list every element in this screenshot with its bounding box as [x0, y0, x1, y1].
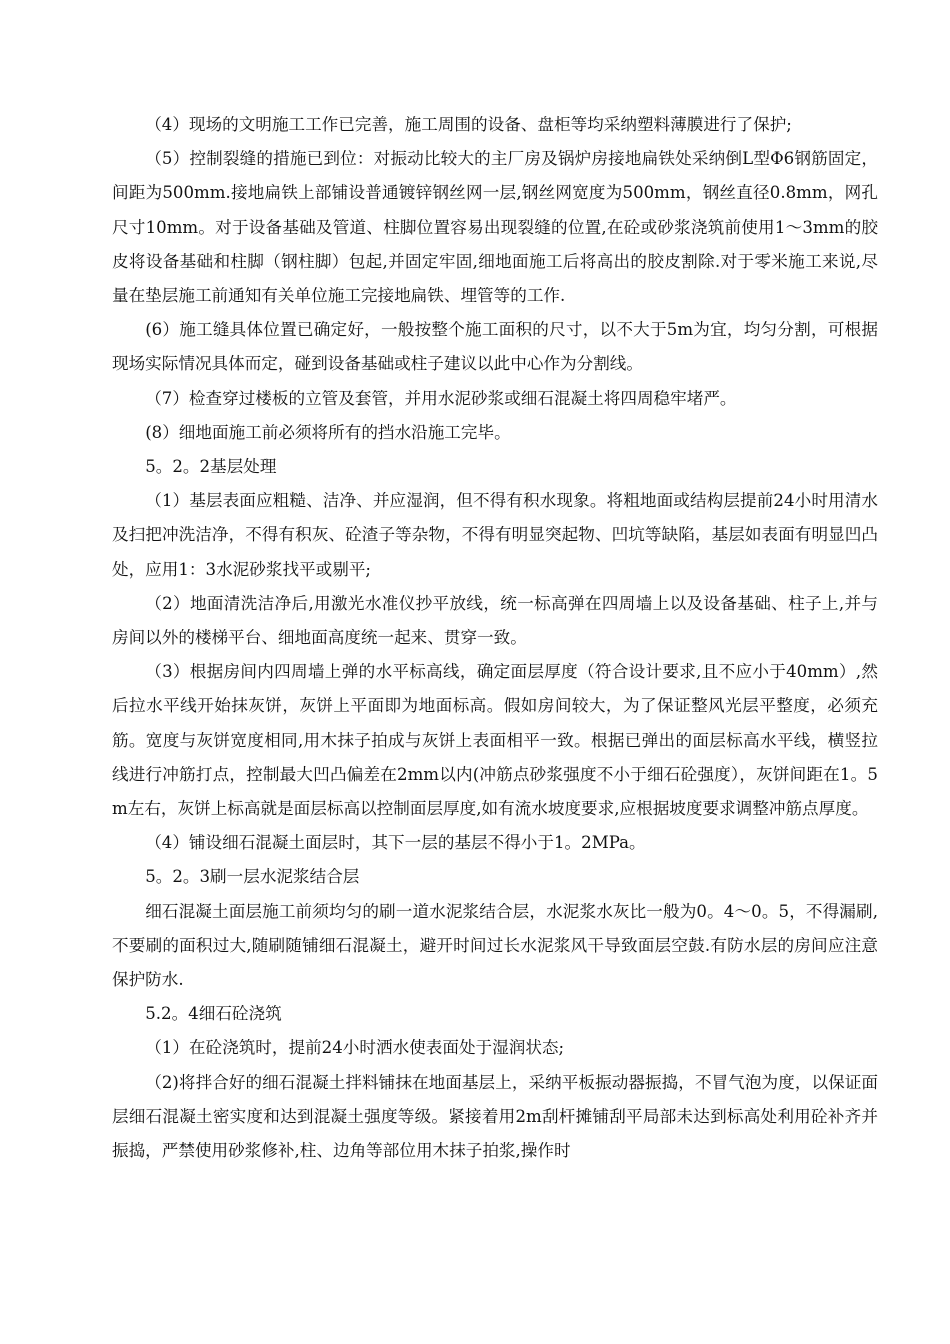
paragraph-pour-2: （2)将拌合好的细石混凝土拌料铺抹在地面基层上，采纳平板振动器振捣，不冒气泡为度，以保证面层细石混凝土密实度和达到混凝土强度等级。紧接着用2m刮杆摊铺刮平局部未达到标高处利用砼补齐并振捣，严禁使用砂浆修补,柱、边角等部位用木抹子拍浆,操作时	[112, 1072, 878, 1161]
paragraph-base-4: （4）铺设细石混凝土面层时，其下一层的基层不得小于1。2MPa。	[145, 833, 646, 853]
section-heading-5-2-3: 5。2。3刷一层水泥浆结合层	[145, 867, 360, 887]
paragraph-cement-slurry: 细石混凝土面层施工前须均匀的刷一道水泥浆结合层，水泥浆水灰比一般为0。4～0。5，不得漏刷,不要刷的面积过大,随刷随铺细石混凝土，避开时间过长水泥浆风干导致面层空鼓.有防水层的房间应注意保护防水.	[112, 901, 878, 990]
section-heading-5-2-4: 5.2。4细石砼浇筑	[145, 1004, 282, 1024]
paragraph-base-3: （3）根据房间内四周墙上弹的水平标高线，确定面层厚度（符合设计要求,且不应小于40mm）,然后拉水平线开始抹灰饼，灰饼上平面即为地面标高。假如房间较大，为了保证整风光层平整度，必须充筋。宽度与灰饼宽度相同,用木抹子拍成与灰饼上表面相平一致。根据已弹出的面层标高水平线，横竖拉线进行冲筋打点，控制最大凹凸偏差在2mm以内(冲筋点砂浆强度不小于细石砼强度），灰饼间距在1。5m左右，灰饼上标高就是面层标高以控制面层厚度,如有流水坡度要求,应根据坡度要求调整冲筋点厚度。	[112, 662, 878, 819]
paragraph-item-5-crack-control: （5）控制裂缝的措施已到位：对振动比较大的主厂房及锅炉房接地扁铁处采纳倒L型Φ6钢筋固定，间距为500mm.接地扁铁上部铺设普通镀锌钢丝网一层,钢丝网宽度为500mm，钢丝直径0.8mm，网孔尺寸10mm。对于设备基础及管道、柱脚位置容易出现裂缝的位置,在砼或砂浆浇筑前使用1～3mm的胶皮将设备基础和柱脚（钢柱脚）包起,并固定牢固,细地面施工后将高出的胶皮割除.对于零米施工来说,尽量在垫层施工前通知有关单位施工完接地扁铁、埋管等的工作.	[112, 149, 878, 306]
document-page	[112, 108, 878, 1168]
section-heading-5-2-2: 5。2。2基层处理	[145, 457, 277, 477]
paragraph-item-7-pipes: （7）检查穿过楼板的立管及套管，并用水泥砂浆或细石混凝土将四周稳牢堵严。	[145, 388, 737, 408]
paragraph-base-1: （1）基层表面应粗糙、洁净、并应湿润，但不得有积水现象。将粗地面或结构层提前24小时用清水及扫把冲洗洁净，不得有积灰、砼渣子等杂物，不得有明显突起物、凹坑等缺陷，基层如表面有明显凹凸处，应用1：3水泥砂浆找平或剔平;	[112, 491, 878, 579]
paragraph-base-2: （2）地面清洗洁净后,用激光水准仪抄平放线，统一标高弹在四周墙上以及设备基础、柱子上,并与房间以外的楼梯平台、细地面高度统一起来、贯穿一致。	[112, 593, 878, 648]
paragraph-pour-1: （1）在砼浇筑时，提前24小时洒水使表面处于湿润状态;	[145, 1038, 565, 1058]
paragraph-item-8-water-stop: (8）细地面施工前必须将所有的挡水沿施工完毕。	[145, 422, 511, 442]
paragraph-item-6-construction-joint: (6）施工缝具体位置已确定好，一般按整个施工面积的尺寸，以不大于5m为宜，均匀分割，可根据现场实际情况具体而定，碰到设备基础或柱子建议以此中心作为分割线。	[112, 320, 878, 374]
paragraph-item-4: （4）现场的文明施工工作已完善，施工周围的设备、盘柜等均采纳塑料薄膜进行了保护;	[145, 115, 792, 134]
